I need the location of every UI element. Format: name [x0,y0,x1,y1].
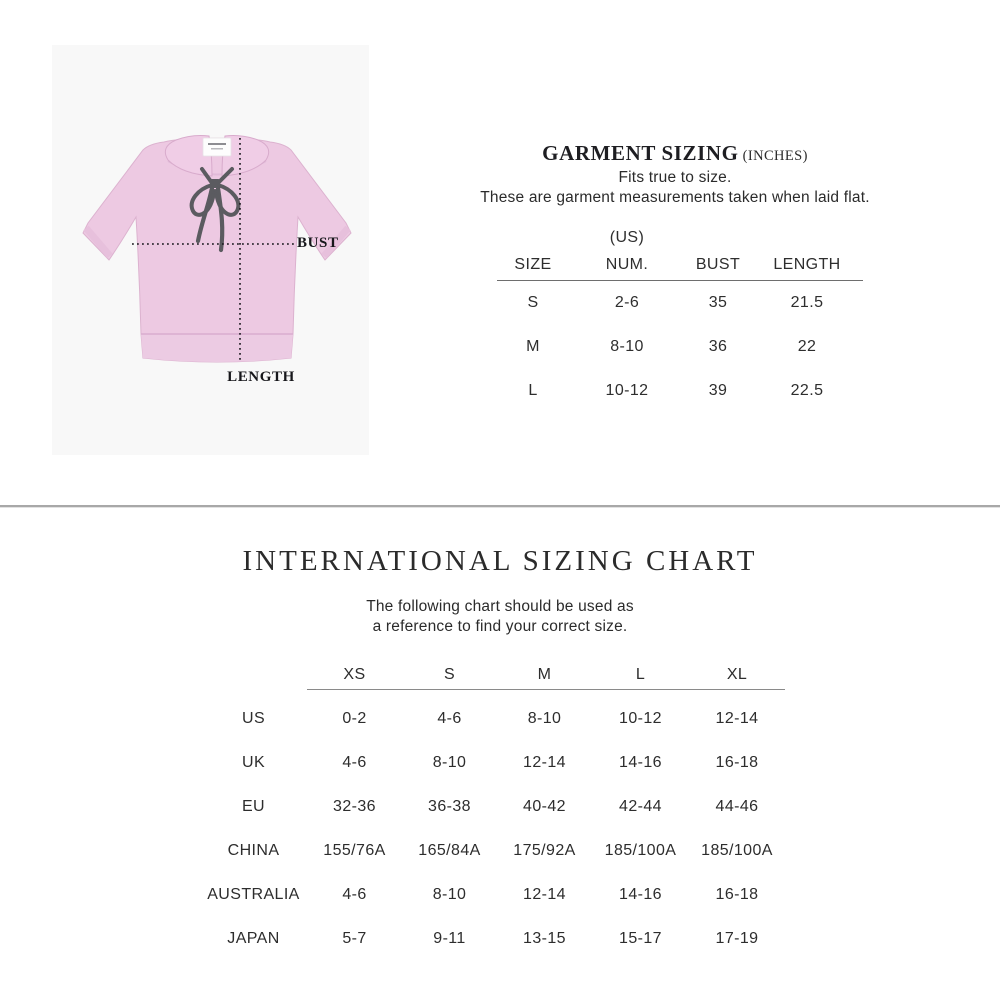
garment-table-row-l [497,369,863,413]
col-header-xs: XS [307,660,402,690]
col-header-s: S [402,660,497,690]
size-value-cell: 165/84A [418,842,481,859]
size-cell: L [528,382,538,399]
size-value-cell: 16-18 [715,754,759,771]
note-line-1: The following chart should be used as [366,598,634,615]
garment-sizing-title-main: GARMENT SIZING [542,141,739,165]
empty-cell [497,227,569,249]
garment-table-header-top [497,227,863,249]
product-image-card [52,45,369,455]
size-cell: M [526,338,540,355]
size-value-cell: 5-7 [342,930,367,947]
region-cell: CHINA [227,842,280,859]
region-cell: JAPAN [227,930,280,947]
size-value-cell: 44-46 [715,798,759,815]
intl-row-uk [200,741,785,785]
intl-row-us [200,690,785,742]
bust-header-cell: BUST [685,249,751,281]
intl-row-eu [200,785,785,829]
size-value-cell: 8-10 [432,754,467,771]
bust-cell: 36 [708,338,728,355]
brand-label [203,138,231,156]
size-value-cell: 9-11 [433,930,466,947]
empty-cell [200,660,307,690]
intl-row-china [200,829,785,873]
garment-table-row-m [497,325,863,369]
size-value-cell: 14-16 [619,886,662,903]
length-cell: 22.5 [790,382,824,399]
size-value-cell: 185/100A [701,842,773,859]
size-value-cell: 42-44 [619,798,662,815]
section-divider [0,505,1000,508]
region-cell: US [241,709,266,727]
size-value-cell: 16-18 [715,886,759,903]
bust-cell: 39 [708,382,728,399]
col-header-m: M [497,660,592,690]
international-table-header [200,660,785,690]
size-value-cell: 40-42 [523,798,566,815]
size-value-cell: 10-12 [619,710,662,727]
international-chart-title: INTERNATIONAL SIZING CHART [242,545,758,577]
intl-row-australia [200,873,785,917]
international-sizing-table [200,660,785,961]
size-value-cell: 14-16 [619,754,662,771]
size-value-cell: 32-36 [333,798,376,815]
region-cell: UK [241,754,266,771]
garment-sizing-title-units: (INCHES) [742,148,808,164]
size-value-cell: 12-14 [523,886,566,903]
size-value-cell: 4-6 [342,754,367,771]
size-value-cell: 8-10 [527,710,562,727]
international-chart-note [0,597,1000,637]
bust-cell: 35 [708,294,728,311]
region-cell: AUSTRALIA [207,886,300,903]
hem-band [141,334,293,362]
size-value-cell: 4-6 [437,710,462,727]
size-value-cell: 8-10 [432,886,467,903]
num-cell: 2-6 [614,294,640,311]
us-header-cell: (US) [609,229,645,246]
col-header-l: L [592,660,689,690]
length-header-cell: LENGTH [751,249,863,281]
size-value-cell: 0-2 [342,710,367,727]
intl-row-japan [200,917,785,961]
size-value-cell: 4-6 [342,886,367,903]
num-header-cell: NUM. [569,249,685,281]
size-value-cell: 12-14 [523,754,566,771]
garment-table-header [497,249,863,281]
size-cell: S [527,294,539,311]
size-value-cell: 175/92A [513,842,576,859]
length-measure-label: LENGTH [227,369,295,385]
size-value-cell: 36-38 [428,798,471,815]
size-value-cell: 155/76A [323,842,386,859]
size-value-cell: 15-17 [619,930,662,947]
bust-measure-label: BUST [297,235,339,251]
col-header-xl: XL [689,660,785,690]
size-value-cell: 13-15 [523,930,566,947]
empty-cell [751,227,863,249]
garment-table-row-s [497,281,863,326]
garment-sizing-title [460,141,890,166]
num-cell: 8-10 [610,338,644,355]
size-header-cell: SIZE [497,249,569,281]
length-cell: 22 [797,338,817,355]
size-value-cell: 17-19 [715,930,759,947]
size-value-cell: 12-14 [715,710,759,727]
size-value-cell: 185/100A [604,842,677,859]
length-cell: 21.5 [790,294,824,311]
region-cell: EU [241,798,266,815]
num-cell: 10-12 [605,382,649,399]
fit-note: Fits true to size. [618,169,732,186]
note-line-2: a reference to find your correct size. [372,618,628,635]
empty-cell [685,227,751,249]
measurement-note: These are garment measurements taken when laid flat. [480,189,870,206]
garment-sizing-table [497,227,863,413]
